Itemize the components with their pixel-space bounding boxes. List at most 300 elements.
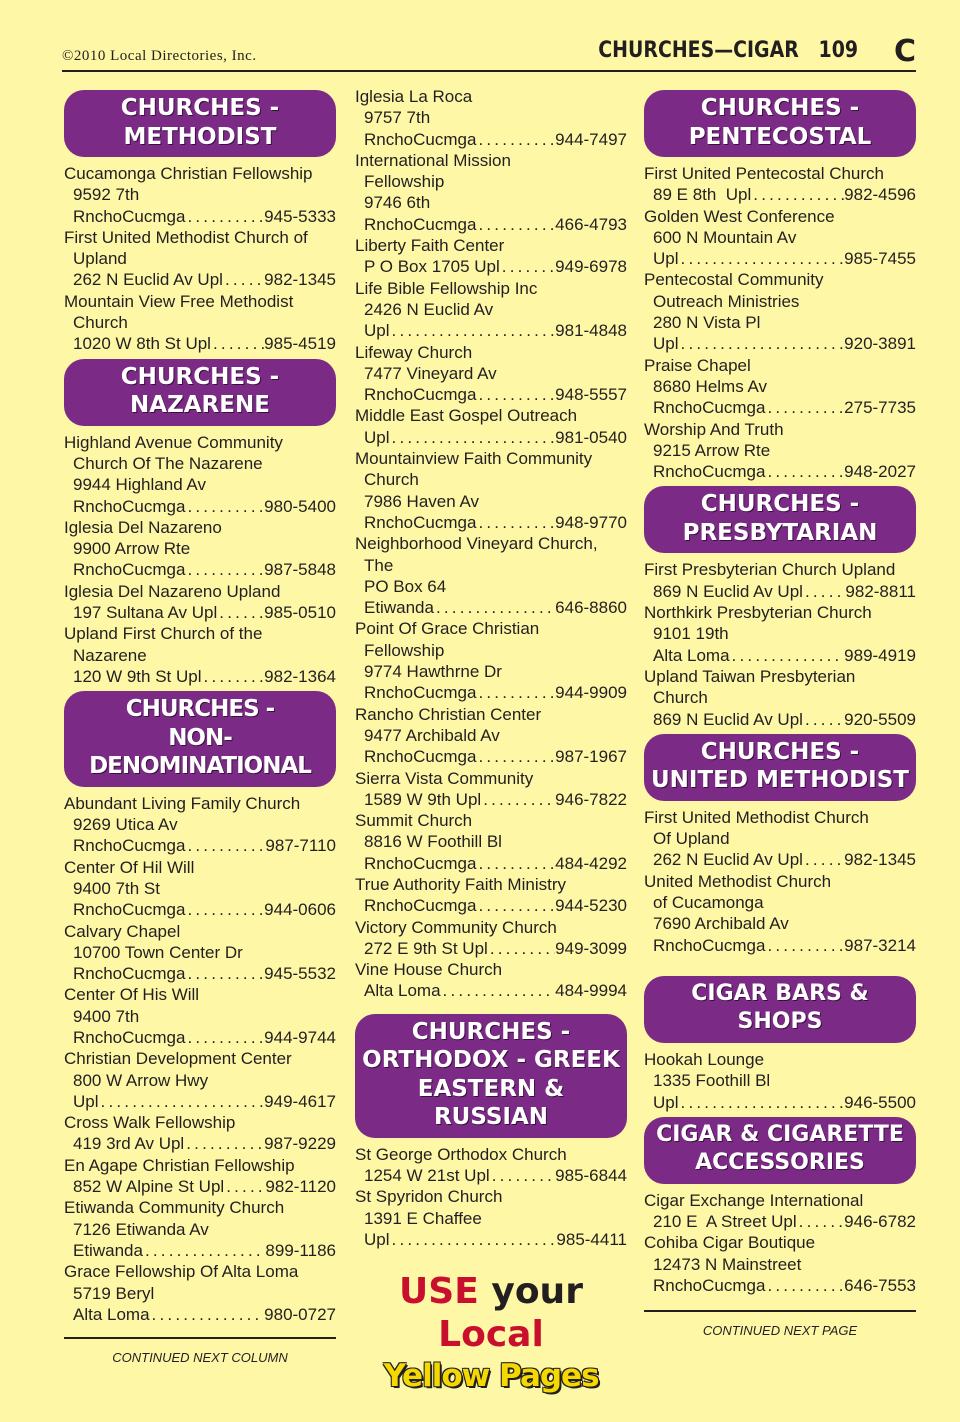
phone-number: 920-5509: [844, 709, 916, 729]
phone-number: 484-9994: [555, 981, 627, 1001]
listing-text: 7477 Vineyard Av: [364, 363, 497, 383]
listing-text: P O Box 1705 Upl: [364, 257, 500, 277]
dot-leader: [476, 129, 555, 150]
listing-text: Etiwanda: [73, 1240, 143, 1260]
listing-line: [64, 984, 336, 1005]
listing-line: [644, 1190, 916, 1211]
listing-text: 600 N Mountain Av: [653, 227, 797, 247]
listing-phone-line: [355, 384, 627, 405]
listing-phone-line: [64, 1091, 336, 1112]
listing-text: 9400 7th: [73, 1006, 140, 1026]
listing-line: [355, 640, 627, 661]
listing-line: [644, 291, 916, 312]
listing-text: 1020 W 8th St Upl: [73, 334, 211, 354]
listing-phone-line: [355, 597, 627, 618]
listing-text: Fellowship: [364, 172, 445, 192]
dot-leader: [476, 682, 555, 703]
listing-text: Center Of Hil Will: [64, 857, 195, 877]
listing-text: RnchoCucmga: [364, 385, 477, 405]
dot-leader: [223, 269, 264, 290]
listing-text: Church: [364, 470, 419, 490]
listing-line: [355, 192, 627, 213]
phone-number: 944-5230: [555, 896, 627, 916]
listing-line: [64, 623, 336, 644]
listing-text: RnchoCucmga: [653, 1275, 766, 1295]
dot-leader: [184, 1133, 264, 1154]
listing-text: 800 W Arrow Hwy: [73, 1070, 209, 1090]
banner-methodist: CHURCHES - METHODIST: [64, 90, 336, 157]
listing-line: [64, 1197, 336, 1218]
listing-text: 9592 7th: [73, 185, 140, 205]
listing-line: [355, 831, 627, 852]
listing-line: [355, 959, 627, 980]
listing-phone-line: [64, 269, 336, 290]
listing-line: [355, 917, 627, 938]
phone-number: 948-5557: [555, 385, 627, 405]
phone-number: 948-9770: [555, 512, 627, 532]
listing-text: 7690 Archibald Av: [653, 914, 789, 934]
phone-number: 899-1186: [265, 1240, 336, 1260]
listing-phone-line: [355, 1229, 627, 1250]
listing-phone-line: [355, 1165, 627, 1186]
dot-leader: [751, 184, 844, 205]
dot-leader: [185, 206, 264, 227]
banner-nazarene: CHURCHES - NAZARENE: [64, 359, 336, 426]
listing-text: Church: [73, 313, 128, 333]
dot-leader: [490, 1165, 555, 1186]
listing-united-methodist: [644, 807, 916, 956]
listing-text: 9215 Arrow Rte: [653, 440, 771, 460]
ad-use: USE: [399, 1271, 479, 1313]
listing-text: First United Pentecostal Church: [644, 164, 884, 183]
phone-number: 949-6978: [555, 257, 627, 277]
dot-leader: [185, 899, 264, 920]
listing-line: [644, 871, 916, 892]
listing-line: [64, 248, 336, 269]
listing-phone-line: [64, 1176, 336, 1197]
listing-line: [355, 576, 627, 597]
listing-text: 197 Sultana Av Upl: [73, 603, 218, 623]
listing-text: 7986 Haven Av: [364, 491, 479, 511]
listing-line: [644, 206, 916, 227]
listing-text: True Authority Faith Ministry: [355, 874, 566, 894]
phone-number: 944-0606: [264, 900, 336, 920]
phone-number: 987-7110: [265, 836, 336, 856]
listing-text: Cigar Exchange International: [644, 1190, 864, 1210]
listing-text: 272 E 9th St Upl: [364, 938, 488, 958]
listing-text: RnchoCucmga: [364, 129, 477, 149]
phone-number: 982-8811: [845, 581, 916, 601]
phone-number: 980-5400: [264, 496, 336, 516]
listing-text: 262 N Euclid Av Upl: [73, 270, 223, 290]
listing-phone-line: [64, 496, 336, 517]
listing-text: En Agape Christian Fellowship: [64, 1155, 295, 1175]
listing-phone-line: [355, 682, 627, 703]
listing-text: Victory Community Church: [355, 917, 557, 937]
listing-line: [64, 814, 336, 835]
listing-line: [64, 1006, 336, 1027]
listing-line: [355, 810, 627, 831]
listing-line: [355, 704, 627, 725]
listing-line: [355, 768, 627, 789]
listing-text: Iglesia Del Nazareno Upland: [64, 581, 281, 601]
ad-yellow-pages: Yellow Pages: [383, 1358, 599, 1395]
listing-text: First United Methodist Church: [644, 807, 869, 827]
phone-number: 981-4848: [555, 321, 627, 341]
dot-leader: [390, 427, 556, 448]
listing-line: [64, 1219, 336, 1240]
page-heading: CHURCHES—CIGAR 109: [598, 38, 858, 63]
banner-presbyterian: CHURCHES - PRESBYTARIAN: [644, 486, 916, 553]
listing-phone-line: [64, 1027, 336, 1048]
listing-text: 1254 W 21st Upl: [364, 1166, 490, 1186]
listing-phone-line: [64, 602, 336, 623]
listing-phone-line: [355, 512, 627, 533]
listing-phone-line: [644, 1275, 916, 1296]
listing-line: [355, 1144, 627, 1165]
listing-text: Cucamonga Christian Fellowship: [64, 164, 313, 183]
phone-number: 949-4617: [264, 1091, 336, 1111]
listing-text: Hookah Lounge: [644, 1049, 765, 1069]
listing-line: [644, 227, 916, 248]
listing-phone-line: [355, 853, 627, 874]
listing-text: 1589 W 9th Upl: [364, 789, 482, 809]
continued-next-column: CONTINUED NEXT COLUMN: [64, 1337, 336, 1368]
listing-text: Abundant Living Family Church: [64, 793, 301, 813]
dot-leader: [500, 256, 555, 277]
listing-text: 5719 Beryl: [73, 1283, 155, 1303]
dot-leader: [476, 895, 555, 916]
listing-text: Northkirk Presbyterian Church: [644, 603, 872, 623]
banner-united-methodist: CHURCHES - UNITED METHODIST: [644, 734, 916, 801]
listing-text: RnchoCucmga: [364, 896, 477, 916]
listing-line: [355, 363, 627, 384]
listing-phone-line: [64, 666, 336, 687]
listing-line: [64, 453, 336, 474]
listing-non-denominational: [64, 793, 336, 1325]
listing-line: [64, 942, 336, 963]
listing-text: RnchoCucmga: [364, 683, 477, 703]
dot-leader: [224, 1176, 265, 1197]
listing-text: 12473 N Mainstreet: [653, 1254, 802, 1274]
dot-leader: [202, 666, 265, 687]
listing-line: [64, 517, 336, 538]
listing-text: Iglesia Del Nazareno: [64, 517, 222, 537]
listing-phone-line: [355, 938, 627, 959]
listing-line: [355, 469, 627, 490]
dot-leader: [476, 214, 555, 235]
listing-line: [644, 828, 916, 849]
listing-text: RnchoCucmga: [73, 964, 186, 984]
listing-text: Upl: [653, 334, 679, 354]
listing-phone-line: [64, 835, 336, 856]
listing-orthodox: [355, 1144, 627, 1250]
phone-number: 920-3891: [844, 334, 916, 354]
dot-leader: [488, 938, 555, 959]
dot-leader: [765, 1275, 844, 1296]
listing-text: Upl: [364, 427, 390, 447]
listing-text: Liberty Faith Center: [355, 236, 505, 256]
listing-presbyterian: [644, 559, 916, 729]
listing-line: [355, 533, 627, 554]
listing-line: [355, 1208, 627, 1229]
phone-number: 987-9229: [264, 1134, 336, 1154]
listing-text: RnchoCucmga: [364, 512, 477, 532]
listing-text: 852 W Alpine St Upl: [73, 1177, 225, 1197]
yellow-pages-ad: [355, 1270, 627, 1396]
listing-text: Calvary Chapel: [64, 921, 181, 941]
phone-number: 982-1345: [264, 270, 336, 290]
listing-phone-line: [64, 963, 336, 984]
phone-number: 985-0510: [264, 603, 336, 623]
listing-text: PO Box 64: [364, 576, 447, 596]
listing-line: [644, 355, 916, 376]
listing-line: [64, 1261, 336, 1282]
banner-orthodox: CHURCHES - ORTHODOX - GREEK EASTERN & RUSSIAN: [355, 1014, 627, 1138]
listing-methodist: [64, 163, 336, 355]
listing-line: [644, 1232, 916, 1253]
phone-number: 944-9744: [264, 1028, 336, 1047]
listing-text: 9757 7th: [364, 108, 431, 128]
listing-line: [355, 491, 627, 512]
listing-text: of Cucamonga: [653, 893, 764, 913]
listing-line: [64, 291, 336, 312]
listing-phone-line: [644, 935, 916, 956]
listing-text: Grace Fellowship Of Alta Loma: [64, 1262, 299, 1282]
phone-number: 646-8860: [555, 598, 627, 618]
phone-number: 944-7497: [555, 129, 627, 149]
continued-next-page: CONTINUED NEXT PAGE: [644, 1310, 916, 1341]
listing-text: 9400 7th St: [73, 878, 160, 898]
phone-number: 646-7553: [844, 1275, 916, 1295]
listing-text: Rancho Christian Center: [355, 704, 542, 724]
dot-leader: [185, 1027, 264, 1048]
listing-text: Mountainview Faith Community: [355, 449, 593, 469]
phone-number: 985-6844: [555, 1166, 627, 1186]
listing-text: Upland: [73, 249, 127, 269]
listing-phone-line: [644, 333, 916, 354]
listing-line: [355, 278, 627, 299]
dot-leader: [99, 1091, 265, 1112]
listing-text: RnchoCucmga: [364, 853, 477, 873]
dot-leader: [476, 853, 555, 874]
listing-phone-line: [64, 899, 336, 920]
dot-leader: [679, 333, 845, 354]
listing-text: Vine House Church: [355, 960, 503, 980]
listing-text: Of Upland: [653, 829, 730, 849]
phone-number: 949-3099: [555, 938, 627, 958]
dot-leader: [476, 512, 555, 533]
banner-cigar-bars: CIGAR BARS & SHOPS: [644, 976, 916, 1043]
dot-leader: [765, 461, 844, 482]
listing-nazarene: [64, 432, 336, 688]
listing-line: [644, 666, 916, 687]
listing-line: [644, 1254, 916, 1275]
listing-text: RnchoCucmga: [653, 398, 766, 418]
listing-phone-line: [355, 427, 627, 448]
listing-line: [64, 184, 336, 205]
listing-phone-line: [64, 1304, 336, 1325]
listing-text: 89 E 8th Upl: [653, 185, 752, 205]
listing-text: Upl: [364, 321, 390, 341]
listing-text: 1391 E Chaffee: [364, 1208, 482, 1228]
listing-line: [355, 299, 627, 320]
listing-text: Upland Taiwan Presbyterian: [644, 666, 856, 686]
listing-text: Middle East Gospel Outreach: [355, 406, 578, 426]
listing-line: [355, 86, 627, 107]
dot-leader: [185, 835, 265, 856]
phone-number: 987-3214: [844, 935, 916, 955]
column-3: [644, 86, 916, 1342]
dot-leader: [185, 496, 264, 517]
column-2: [355, 86, 627, 1396]
listing-text: 9477 Archibald Av: [364, 725, 500, 745]
listing-phone-line: [64, 559, 336, 580]
listing-text: 9269 Utica Av: [73, 815, 178, 835]
listing-phone-line: [644, 184, 916, 205]
listing-phone-line: [644, 849, 916, 870]
dot-leader: [679, 248, 845, 269]
listing-phone-line: [64, 333, 336, 354]
listing-text: Cohiba Cigar Boutique: [644, 1233, 816, 1253]
listing-line: [355, 874, 627, 895]
listing-phone-line: [644, 461, 916, 482]
phone-number: 987-1967: [555, 747, 627, 767]
listing-text: United Methodist Church: [644, 871, 832, 891]
listing-text: 8816 W Foothill Bl: [364, 832, 502, 852]
listing-line: [355, 150, 627, 171]
listing-line: [64, 227, 336, 248]
listing-text: Worship And Truth: [644, 419, 784, 439]
dot-leader: [765, 397, 844, 418]
listing-text: Outreach Ministries: [653, 291, 800, 311]
listing-text: Upl: [364, 1229, 390, 1249]
listing-text: Point Of Grace Christian: [355, 619, 540, 639]
listing-line: [644, 312, 916, 333]
listing-phone-line: [644, 1092, 916, 1113]
listing-line: [355, 661, 627, 682]
listing-text: RnchoCucmga: [73, 1028, 186, 1047]
listing-text: 1335 Foothill Bl: [653, 1071, 771, 1091]
listing-line: [355, 1186, 627, 1207]
listing-line: [64, 1283, 336, 1304]
listing-text: 120 W 9th St Upl: [73, 666, 202, 686]
listing-line: [355, 725, 627, 746]
listing-text: 7126 Etiwanda Av: [73, 1219, 209, 1239]
phone-number: 981-0540: [555, 427, 627, 447]
listing-text: 2426 N Euclid Av: [364, 299, 494, 319]
listing-line: [355, 342, 627, 363]
listing-text: Summit Church: [355, 811, 473, 831]
listing-text: 419 3rd Av Upl: [73, 1134, 185, 1154]
listing-line: [355, 405, 627, 426]
listing-phone-line: [64, 1240, 336, 1261]
listing-text: Highland Avenue Community: [64, 432, 283, 452]
listing-text: St Spyridon Church: [355, 1187, 503, 1207]
dot-leader: [390, 320, 556, 341]
banner-non-denominational: CHURCHES - NON-DENOMINATIONAL: [64, 691, 336, 787]
dot-leader: [803, 709, 844, 730]
listing-line: [355, 618, 627, 639]
section-letter: C: [893, 34, 916, 69]
listing-text: Life Bible Fellowship Inc: [355, 278, 538, 298]
phone-number: 982-1120: [265, 1177, 336, 1197]
listing-phone-line: [355, 980, 627, 1001]
listing-pentecostal: [644, 163, 916, 482]
phone-number: 946-7822: [555, 789, 627, 809]
listing-text: International Mission: [355, 150, 511, 170]
listing-phone-line: [644, 1211, 916, 1232]
listing-text: Mountain View Free Methodist: [64, 291, 294, 311]
listing-text: First United Methodist Church of: [64, 227, 308, 247]
listing-line: [644, 419, 916, 440]
listing-line: [64, 1112, 336, 1133]
listing-text: 280 N Vista Pl: [653, 313, 761, 333]
listing-text: Iglesia La Roca: [355, 87, 473, 106]
phone-number: 982-1364: [264, 666, 336, 686]
listing-line: [355, 555, 627, 576]
dot-leader: [730, 645, 845, 666]
listing-text: RnchoCucmga: [73, 836, 186, 856]
listing-line: [644, 559, 916, 580]
listing-text: Nazarene: [73, 645, 147, 665]
listing-phone-line: [355, 320, 627, 341]
dot-leader: [150, 1304, 265, 1325]
listing-text: Alta Loma: [364, 981, 441, 1001]
listing-text: Church Of The Nazarene: [73, 453, 263, 473]
listing-text: The: [364, 555, 394, 575]
dot-leader: [476, 384, 555, 405]
listing-text: RnchoCucmga: [73, 560, 186, 580]
phone-number: 945-5333: [264, 206, 336, 226]
phone-number: 948-2027: [844, 462, 916, 482]
phone-number: 980-0727: [264, 1304, 336, 1324]
dot-leader: [185, 559, 264, 580]
phone-number: 275-7735: [844, 398, 916, 418]
dot-leader: [803, 581, 845, 602]
listing-cigar-bars: [644, 1049, 916, 1113]
listing-line: [644, 163, 916, 184]
column-1: [64, 86, 336, 1368]
banner-cigar-accessories: CIGAR & CIGARETTE ACCESSORIES: [644, 1117, 916, 1184]
listing-line: [644, 913, 916, 934]
listing-line: [644, 269, 916, 290]
listing-phone-line: [644, 709, 916, 730]
listing-phone-line: [355, 789, 627, 810]
listing-line: [355, 235, 627, 256]
phone-number: 484-4292: [555, 853, 627, 873]
listing-phone-line: [644, 248, 916, 269]
dot-leader: [143, 1240, 265, 1261]
listing-line: [64, 793, 336, 814]
listing-text: 9944 Highland Av: [73, 475, 206, 495]
listing-non-denominational-cont: [355, 86, 627, 1002]
listing-text: Upl: [73, 1091, 99, 1111]
listing-line: [644, 807, 916, 828]
listing-text: RnchoCucmga: [364, 747, 477, 767]
listing-phone-line: [644, 645, 916, 666]
listing-phone-line: [644, 397, 916, 418]
listing-text: RnchoCucmga: [653, 935, 766, 955]
listing-text: Etiwanda Community Church: [64, 1198, 285, 1218]
listing-phone-line: [64, 1133, 336, 1154]
listing-text: Upl: [653, 249, 679, 269]
listing-text: 10700 Town Center Dr: [73, 942, 243, 962]
listing-text: Lifeway Church: [355, 342, 473, 362]
listing-text: Pentecostal Community: [644, 270, 824, 290]
listing-line: [64, 857, 336, 878]
listing-text: RnchoCucmga: [364, 214, 477, 234]
